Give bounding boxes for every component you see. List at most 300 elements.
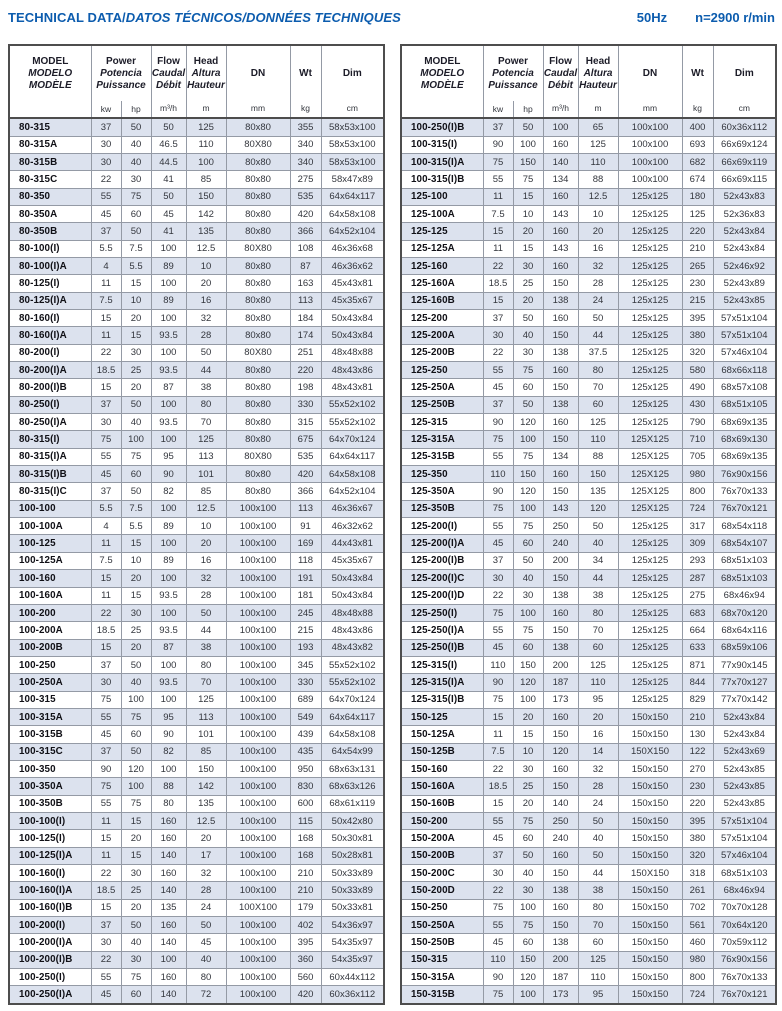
model-cell: 125-125A	[401, 240, 483, 257]
value-cell: 55x52x102	[321, 674, 384, 691]
value-cell: 44	[578, 327, 618, 344]
value-cell: 80x80	[226, 310, 290, 327]
value-cell: 40	[121, 934, 151, 951]
value-cell: 829	[682, 691, 713, 708]
value-cell: 88	[151, 778, 186, 795]
value-cell: 200	[543, 951, 578, 968]
table-row	[401, 865, 776, 882]
value-cell: 30	[483, 327, 513, 344]
value-cell: 60	[578, 639, 618, 656]
model-cell: 100-200B	[9, 639, 91, 656]
value-cell: 68x70x120	[713, 604, 776, 621]
value-cell: 355	[290, 118, 321, 136]
value-cell: 150x150	[618, 882, 682, 899]
value-cell: 5.5	[121, 518, 151, 535]
model-cell: 100-160(I)	[9, 865, 91, 882]
value-cell: 80x80	[226, 292, 290, 309]
value-cell: 30	[513, 344, 543, 361]
table-row	[9, 847, 384, 864]
table-row	[9, 292, 384, 309]
value-cell: 340	[290, 136, 321, 153]
value-cell: 75	[513, 362, 543, 379]
table-row	[401, 535, 776, 552]
value-cell: 37	[91, 743, 121, 760]
table-row	[9, 275, 384, 292]
value-cell: 89	[151, 518, 186, 535]
col-header-head: Head Altura Hauteur m	[578, 45, 618, 118]
value-cell: 100	[151, 760, 186, 777]
value-cell: 200	[543, 552, 578, 569]
value-cell: 11	[483, 240, 513, 257]
value-cell: 100	[151, 951, 186, 968]
value-cell: 100	[121, 778, 151, 795]
table-row	[9, 656, 384, 673]
value-cell: 50	[513, 552, 543, 569]
value-cell: 100x100	[226, 951, 290, 968]
value-cell: 160	[151, 917, 186, 934]
model-cell: 125-250A	[401, 379, 483, 396]
unit-hp: hp	[121, 101, 151, 118]
value-cell: 125x125	[618, 552, 682, 569]
value-cell: 76x90x156	[713, 466, 776, 483]
value-cell: 108	[290, 240, 321, 257]
value-cell: 100x100	[226, 518, 290, 535]
table-row	[401, 414, 776, 431]
value-cell: 160	[151, 865, 186, 882]
unit-wt: kg	[693, 103, 702, 113]
value-cell: 37	[483, 847, 513, 864]
value-cell: 60	[513, 830, 543, 847]
value-cell: 57x46x104	[713, 847, 776, 864]
value-cell: 46x36x62	[321, 257, 384, 274]
value-cell: 400	[682, 118, 713, 136]
value-cell: 12.5	[186, 240, 226, 257]
table-row	[9, 500, 384, 517]
value-cell: 40	[121, 153, 151, 170]
value-cell: 100	[151, 656, 186, 673]
table-row	[9, 726, 384, 743]
value-cell: 460	[682, 934, 713, 951]
table-body-left	[9, 118, 384, 1004]
value-cell: 15	[513, 188, 543, 205]
value-cell: 50x43x84	[321, 587, 384, 604]
value-cell: 187	[543, 674, 578, 691]
value-cell: 45	[483, 379, 513, 396]
value-cell: 100x100	[226, 604, 290, 621]
value-cell: 100x100	[226, 726, 290, 743]
value-cell: 150	[513, 656, 543, 673]
value-cell: 15	[513, 240, 543, 257]
value-cell: 75	[91, 431, 121, 448]
value-cell: 82	[151, 483, 186, 500]
value-cell: 50	[121, 223, 151, 240]
value-cell: 64x52x104	[321, 223, 384, 240]
value-cell: 30	[91, 414, 121, 431]
value-cell: 150x150	[618, 969, 682, 986]
value-cell: 68x64x116	[713, 622, 776, 639]
value-cell: 68x59x106	[713, 639, 776, 656]
value-cell: 40	[578, 535, 618, 552]
value-cell: 44	[186, 622, 226, 639]
value-cell: 100x100	[226, 865, 290, 882]
model-cell: 80-350	[9, 188, 91, 205]
value-cell: 683	[682, 604, 713, 621]
model-cell: 125-200A	[401, 327, 483, 344]
table-row	[401, 344, 776, 361]
value-cell: 50x43x84	[321, 310, 384, 327]
value-cell: 80x80	[226, 205, 290, 222]
value-cell: 100	[513, 431, 543, 448]
model-cell: 125-250(I)B	[401, 639, 483, 656]
value-cell: 439	[290, 726, 321, 743]
value-cell: 20	[121, 830, 151, 847]
value-cell: 100	[151, 570, 186, 587]
table-row	[401, 466, 776, 483]
model-cell: 80-160(I)A	[9, 327, 91, 344]
value-cell: 120	[513, 674, 543, 691]
model-cell: 125-200(I)A	[401, 535, 483, 552]
value-cell: 50	[121, 396, 151, 413]
value-cell: 30	[121, 951, 151, 968]
value-cell: 15	[121, 847, 151, 864]
value-cell: 68x54x118	[713, 518, 776, 535]
value-cell: 5.5	[121, 257, 151, 274]
speed-label: n=2900 r/min	[695, 10, 775, 25]
table-row	[9, 743, 384, 760]
value-cell: 7.5	[91, 552, 121, 569]
col-header-dn: DN mm	[226, 45, 290, 118]
value-cell: 150	[513, 951, 543, 968]
model-cell: 125-315	[401, 414, 483, 431]
value-cell: 100X100	[226, 899, 290, 916]
value-cell: 70	[578, 622, 618, 639]
value-cell: 366	[290, 223, 321, 240]
value-cell: 45	[483, 639, 513, 656]
value-cell: 80x80	[226, 257, 290, 274]
value-cell: 44	[578, 865, 618, 882]
value-cell: 150x150	[618, 760, 682, 777]
value-cell: 64x64x117	[321, 708, 384, 725]
table-row	[401, 310, 776, 327]
table-row	[9, 188, 384, 205]
value-cell: 50	[513, 847, 543, 864]
value-cell: 100x100	[226, 552, 290, 569]
value-cell: 125x125	[618, 379, 682, 396]
value-cell: 72	[186, 986, 226, 1004]
table-row	[401, 570, 776, 587]
value-cell: 10	[513, 743, 543, 760]
value-cell: 250	[543, 812, 578, 829]
value-cell: 100x100	[226, 917, 290, 934]
value-cell: 15	[91, 379, 121, 396]
value-cell: 100x100	[226, 570, 290, 587]
value-cell: 60x36x112	[713, 118, 776, 136]
value-cell: 150X150	[618, 865, 682, 882]
value-cell: 138	[543, 396, 578, 413]
value-cell: 11	[91, 275, 121, 292]
value-cell: 134	[543, 448, 578, 465]
value-cell: 125x125	[618, 622, 682, 639]
table-row	[9, 448, 384, 465]
value-cell: 173	[543, 986, 578, 1004]
value-cell: 20	[121, 639, 151, 656]
value-cell: 55	[91, 795, 121, 812]
value-cell: 87	[151, 639, 186, 656]
value-cell: 101	[186, 726, 226, 743]
value-cell: 140	[151, 934, 186, 951]
model-cell: 80-315(I)	[9, 431, 91, 448]
value-cell: 150x150	[618, 899, 682, 916]
value-cell: 125x125	[618, 292, 682, 309]
value-cell: 100x100	[226, 500, 290, 517]
table-row	[401, 153, 776, 170]
value-cell: 80x80	[226, 431, 290, 448]
value-cell: 50	[186, 604, 226, 621]
table-row	[401, 500, 776, 517]
value-cell: 138	[543, 639, 578, 656]
value-cell: 22	[91, 344, 121, 361]
value-cell: 50	[121, 656, 151, 673]
value-cell: 37.5	[578, 344, 618, 361]
value-cell: 210	[682, 708, 713, 725]
table-row	[401, 986, 776, 1004]
value-cell: 240	[543, 535, 578, 552]
value-cell: 22	[483, 587, 513, 604]
value-cell: 317	[682, 518, 713, 535]
value-cell: 5.5	[91, 240, 121, 257]
col-header-power: Power Potencia Puissance	[91, 45, 151, 101]
model-cell: 150-250A	[401, 917, 483, 934]
table-row	[9, 518, 384, 535]
value-cell: 5.5	[91, 500, 121, 517]
model-cell: 100-250(I)A	[9, 986, 91, 1004]
value-cell: 77x90x145	[713, 656, 776, 673]
value-cell: 125x125	[618, 257, 682, 274]
value-cell: 125	[578, 136, 618, 153]
value-cell: 100x100	[226, 535, 290, 552]
table-row	[401, 812, 776, 829]
value-cell: 90	[483, 969, 513, 986]
model-cell: 100-125A	[9, 552, 91, 569]
value-cell: 245	[290, 604, 321, 621]
value-cell: 58x53x100	[321, 136, 384, 153]
value-cell: 90	[483, 414, 513, 431]
table-row	[401, 379, 776, 396]
table-row	[9, 396, 384, 413]
value-cell: 80X80	[226, 240, 290, 257]
value-cell: 150	[543, 726, 578, 743]
value-cell: 693	[682, 136, 713, 153]
value-cell: 48x43x82	[321, 639, 384, 656]
value-cell: 160	[543, 223, 578, 240]
value-cell: 110	[186, 136, 226, 153]
value-cell: 60	[513, 934, 543, 951]
value-cell: 60	[121, 726, 151, 743]
value-cell: 80x80	[226, 396, 290, 413]
table-row	[9, 934, 384, 951]
value-cell: 95	[578, 986, 618, 1004]
value-cell: 125x125	[618, 310, 682, 327]
value-cell: 318	[682, 865, 713, 882]
table-row	[9, 552, 384, 569]
value-cell: 37	[483, 310, 513, 327]
model-cell: 150-125A	[401, 726, 483, 743]
technical-data-table-right	[400, 44, 777, 1005]
value-cell: 113	[290, 500, 321, 517]
value-cell: 150	[578, 466, 618, 483]
value-cell: 7.5	[91, 292, 121, 309]
value-cell: 52x43x85	[713, 292, 776, 309]
value-cell: 80X80	[226, 344, 290, 361]
value-cell: 40	[121, 674, 151, 691]
value-cell: 125x125	[618, 240, 682, 257]
value-cell: 52x43x84	[713, 240, 776, 257]
table-row	[401, 223, 776, 240]
value-cell: 395	[682, 812, 713, 829]
model-cell: 100-350A	[9, 778, 91, 795]
model-cell: 80-200(I)A	[9, 362, 91, 379]
value-cell: 88	[578, 448, 618, 465]
value-cell: 150	[543, 327, 578, 344]
value-cell: 150x150	[618, 951, 682, 968]
value-cell: 55	[483, 171, 513, 188]
value-cell: 48x48x88	[321, 344, 384, 361]
model-cell: 100-315B	[9, 726, 91, 743]
value-cell: 20	[513, 795, 543, 812]
value-cell: 38	[578, 587, 618, 604]
col-header-flow: Flow Caudal Débit m³/h	[543, 45, 578, 118]
value-cell: 52x43x85	[713, 760, 776, 777]
value-cell: 15	[483, 708, 513, 725]
value-cell: 75	[513, 622, 543, 639]
value-cell: 75	[121, 969, 151, 986]
value-cell: 7.5	[483, 743, 513, 760]
value-cell: 15	[121, 327, 151, 344]
value-cell: 25	[121, 362, 151, 379]
value-cell: 340	[290, 153, 321, 170]
model-cell: 150-125B	[401, 743, 483, 760]
value-cell: 37	[91, 656, 121, 673]
value-cell: 75	[483, 153, 513, 170]
value-cell: 93.5	[151, 414, 186, 431]
table-row	[401, 969, 776, 986]
value-cell: 100	[151, 240, 186, 257]
technical-table-left-wrap	[8, 44, 383, 1005]
value-cell: 110	[578, 969, 618, 986]
table-row	[401, 171, 776, 188]
value-cell: 125x125	[618, 587, 682, 604]
value-cell: 75	[121, 708, 151, 725]
table-row	[9, 760, 384, 777]
table-row	[9, 639, 384, 656]
table-row	[9, 153, 384, 170]
value-cell: 100x100	[226, 656, 290, 673]
value-cell: 80x80	[226, 466, 290, 483]
table-row	[401, 899, 776, 916]
unit-kw: kw	[483, 101, 513, 118]
table-row	[401, 431, 776, 448]
value-cell: 11	[483, 188, 513, 205]
value-cell: 46x32x62	[321, 518, 384, 535]
value-cell: 65	[578, 118, 618, 136]
value-cell: 140	[543, 795, 578, 812]
value-cell: 55x52x102	[321, 396, 384, 413]
value-cell: 215	[682, 292, 713, 309]
value-cell: 10	[121, 552, 151, 569]
value-cell: 60	[121, 466, 151, 483]
title-main: TECHNICAL DATA/	[8, 10, 126, 25]
table-row	[9, 257, 384, 274]
value-cell: 100	[513, 691, 543, 708]
value-cell: 125	[186, 431, 226, 448]
value-cell: 187	[543, 969, 578, 986]
value-cell: 113	[186, 708, 226, 725]
value-cell: 100	[151, 396, 186, 413]
value-cell: 50x28x81	[321, 847, 384, 864]
model-cell: 80-100(I)	[9, 240, 91, 257]
value-cell: 46x36x67	[321, 500, 384, 517]
value-cell: 15	[513, 726, 543, 743]
table-row	[9, 535, 384, 552]
value-cell: 75	[483, 986, 513, 1004]
value-cell: 120	[543, 743, 578, 760]
unit-dim: cm	[346, 103, 358, 113]
value-cell: 142	[186, 778, 226, 795]
value-cell: 125	[186, 691, 226, 708]
table-row	[9, 310, 384, 327]
value-cell: 70	[186, 414, 226, 431]
value-cell: 68x57x108	[713, 379, 776, 396]
value-cell: 20	[578, 223, 618, 240]
value-cell: 100x100	[226, 969, 290, 986]
value-cell: 30	[483, 570, 513, 587]
value-cell: 15	[121, 275, 151, 292]
value-cell: 138	[543, 934, 578, 951]
value-cell: 75	[121, 795, 151, 812]
value-cell: 80	[578, 604, 618, 621]
value-cell: 420	[290, 986, 321, 1004]
value-cell: 64x70x124	[321, 431, 384, 448]
value-cell: 95	[151, 708, 186, 725]
value-cell: 76x70x121	[713, 986, 776, 1004]
value-cell: 80x80	[226, 327, 290, 344]
value-cell: 125x125	[618, 674, 682, 691]
value-cell: 210	[682, 240, 713, 257]
table-row	[401, 691, 776, 708]
value-cell: 20	[578, 708, 618, 725]
value-cell: 4	[91, 518, 121, 535]
value-cell: 4	[91, 257, 121, 274]
value-cell: 22	[483, 257, 513, 274]
value-cell: 64x58x108	[321, 726, 384, 743]
model-cell: 150-160B	[401, 795, 483, 812]
model-cell: 100-315A	[9, 708, 91, 725]
table-row	[9, 969, 384, 986]
value-cell: 125	[578, 656, 618, 673]
value-cell: 30	[91, 153, 121, 170]
model-cell: 80-315A	[9, 136, 91, 153]
value-cell: 44.5	[151, 153, 186, 170]
value-cell: 125x125	[618, 535, 682, 552]
value-cell: 100	[151, 535, 186, 552]
value-cell: 830	[290, 778, 321, 795]
value-cell: 45	[483, 830, 513, 847]
value-cell: 75	[121, 188, 151, 205]
col-header-dim: Dim cm	[713, 45, 776, 118]
value-cell: 68x63x131	[321, 760, 384, 777]
value-cell: 68x46x94	[713, 587, 776, 604]
model-cell: 125-100A	[401, 205, 483, 222]
